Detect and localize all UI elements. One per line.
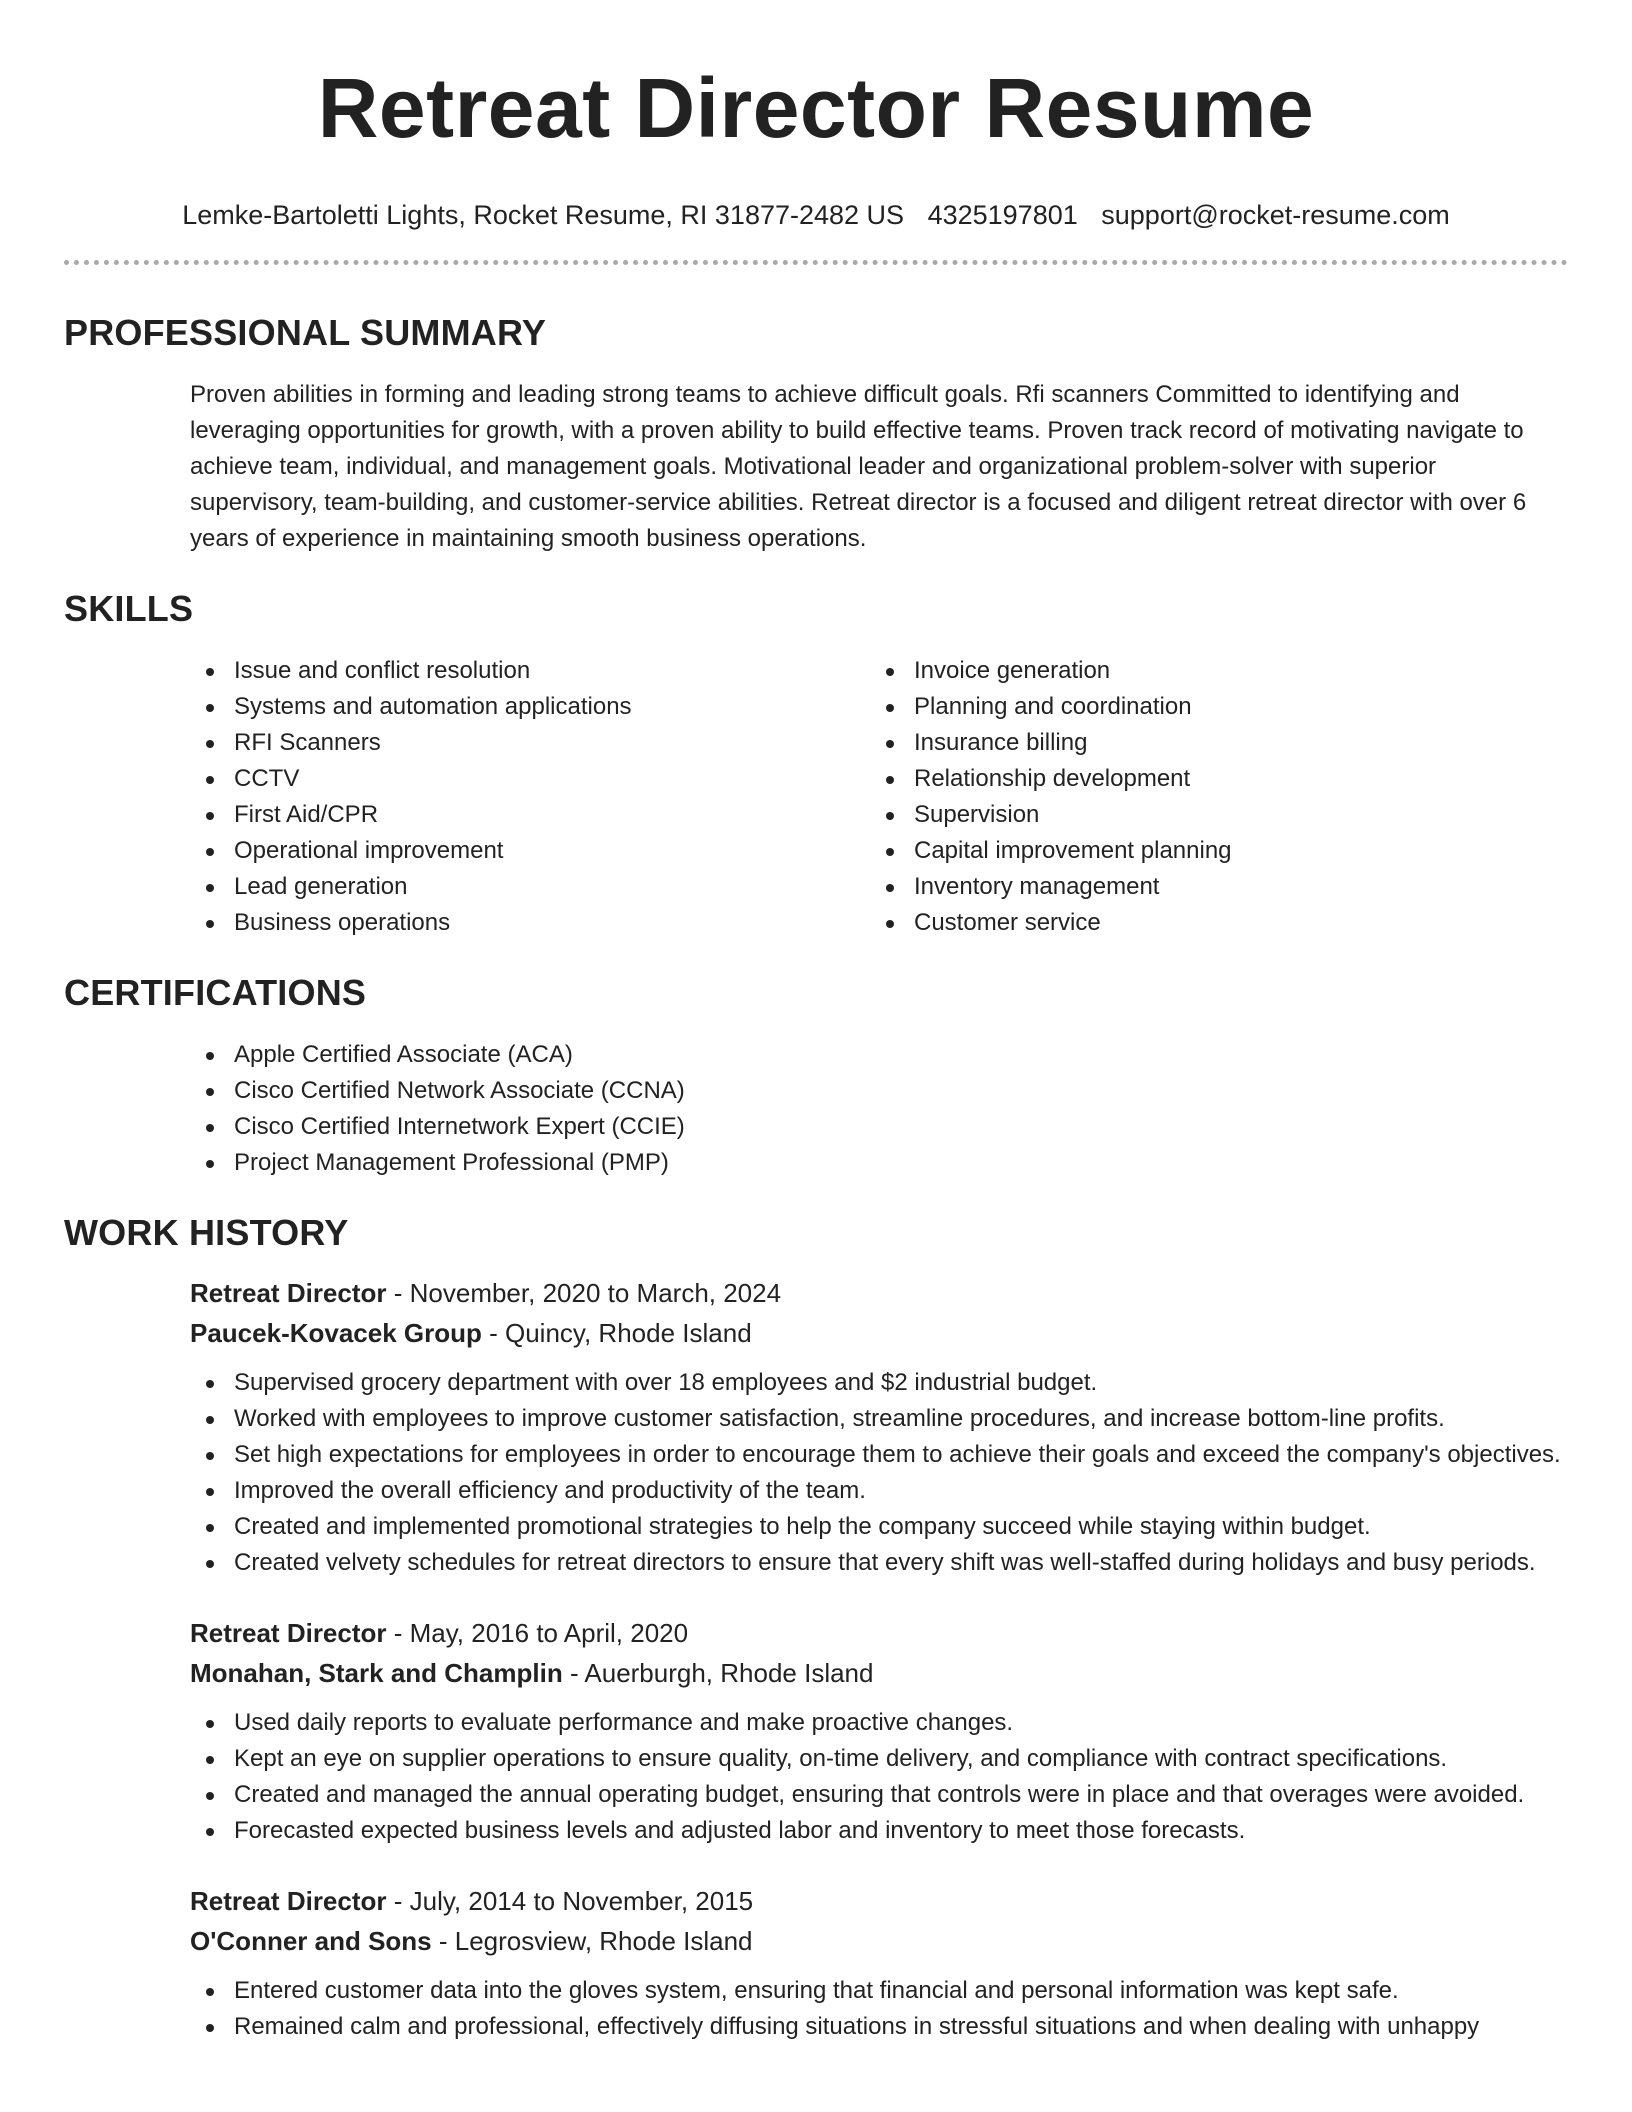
list-item: RFI Scanners [190,725,870,761]
job-location: - Legrosview, Rhode Island [431,1926,753,1956]
work-history-heading: WORK HISTORY [64,1212,349,1253]
job-dates: - July, 2014 to November, 2015 [386,1886,754,1916]
job-company: Monahan, Stark and Champlin [190,1658,563,1688]
list-item: Project Management Professional (PMP) [190,1145,1568,1181]
summary-text: Proven abilities in forming and leading strong teams to achieve difficult goals. Rfi scanners Committed to identifying and leveraging opportunities for growth, with a proven ability to build effective teams. Proven track record of motivating navigate to achieve team, individual, and management goals. Motivational leader and organizational problem-solver with superior supervisory, team-building, and customer-service abilities. Retreat director is a focused and diligent retreat director with over 6 years of experience in maintaining smooth business operations. [190,381,1527,552]
list-item: Cisco Certified Network Associate (CCNA) [190,1073,1568,1109]
job-title-line [190,1881,1568,1921]
list-item: Supervision [870,797,1550,833]
contact-info [64,198,1568,232]
certifications-list [190,1037,1568,1181]
summary-section [64,311,1568,557]
list-item: Inventory management [870,869,1550,905]
list-item: Business operations [190,905,870,941]
list-item: Created and managed the annual operating budget, ensuring that controls were in place and that overages were avoided. [190,1777,1568,1813]
list-item: First Aid/CPR [190,797,870,833]
list-item: Kept an eye on supplier operations to ensure quality, on-time delivery, and compliance with contract specifications. [190,1741,1568,1777]
list-item: Created and implemented promotional strategies to help the company succeed while staying within budget. [190,1509,1568,1545]
job-title-line [190,1613,1568,1653]
certifications-section [64,971,1568,1181]
job-title: Retreat Director [190,1278,387,1308]
contact-phone: 4325197801 [927,200,1078,230]
job-location: - Quincy, Rhode Island [481,1318,752,1348]
skills-section [64,587,1568,941]
job-entry [190,1613,1568,1693]
list-item: Relationship development [870,761,1550,797]
job-bullets [190,1365,1568,1581]
job-dates: - May, 2016 to April, 2020 [386,1618,689,1648]
skills-heading: SKILLS [64,588,194,629]
list-item: Planning and coordination [870,689,1550,725]
list-item: Supervised grocery department with over 18 employees and $2 industrial budget. [190,1365,1568,1401]
list-item: Worked with employees to improve customer satisfaction, streamline procedures, and increase bottom-line profits. [190,1401,1568,1437]
list-item: Systems and automation applications [190,689,870,725]
list-item: Invoice generation [870,653,1550,689]
list-item: Used daily reports to evaluate performance and make proactive changes. [190,1705,1568,1741]
list-item: Entered customer data into the gloves system, ensuring that financial and personal information was kept safe. [190,1973,1568,2009]
summary-heading: PROFESSIONAL SUMMARY [64,312,547,353]
list-item: Improved the overall efficiency and productivity of the team. [190,1473,1568,1509]
job-company: Paucek-Kovacek Group [190,1318,482,1348]
skills-list-right [870,653,1550,941]
list-item: Operational improvement [190,833,870,869]
list-item: Issue and conflict resolution [190,653,870,689]
job-bullets [190,1705,1568,1849]
list-item: Customer service [870,905,1550,941]
list-item: Set high expectations for employees in order to encourage them to achieve their goals and exceed the company's objectives. [190,1437,1568,1473]
job-title: Retreat Director [190,1886,387,1916]
job-entry [190,1273,1568,1353]
certifications-heading: CERTIFICATIONS [64,972,367,1013]
list-item: Cisco Certified Internetwork Expert (CCIE) [190,1109,1568,1145]
job-company-line [190,1921,1568,1961]
job-company: O'Conner and Sons [190,1926,432,1956]
list-item: Insurance billing [870,725,1550,761]
list-item: CCTV [190,761,870,797]
job-location: - Auerburgh, Rhode Island [562,1658,874,1688]
certifications-list-wrap [190,1037,1568,1181]
skills-columns [190,653,1568,941]
job-company-line [190,1313,1568,1353]
job-title: Retreat Director [190,1618,387,1648]
job-entry [190,1881,1568,1961]
list-item: Forecasted expected business levels and adjusted labor and inventory to meet those forecasts. [190,1813,1568,1849]
contact-email: support@rocket-resume.com [1101,200,1450,230]
job-title-line [190,1273,1568,1313]
contact-address: Lemke-Bartoletti Lights, Rocket Resume, RI 31877-2482 US [182,200,905,230]
job-dates: - November, 2020 to March, 2024 [386,1278,782,1308]
work-history-section [64,1211,1568,2045]
job-bullets [190,1973,1568,2045]
job-company-line [190,1653,1568,1693]
list-item: Created velvety schedules for retreat directors to ensure that every shift was well-staffed during holidays and busy periods. [190,1545,1568,1581]
list-item: Lead generation [190,869,870,905]
list-item: Capital improvement planning [870,833,1550,869]
list-item: Apple Certified Associate (ACA) [190,1037,1568,1073]
skills-list-left [190,653,870,941]
header-divider [64,260,1568,265]
list-item: Remained calm and professional, effectively diffusing situations in stressful situations and when dealing with unhappy [190,2009,1568,2045]
page-title: Retreat Director Resume [317,61,1315,155]
